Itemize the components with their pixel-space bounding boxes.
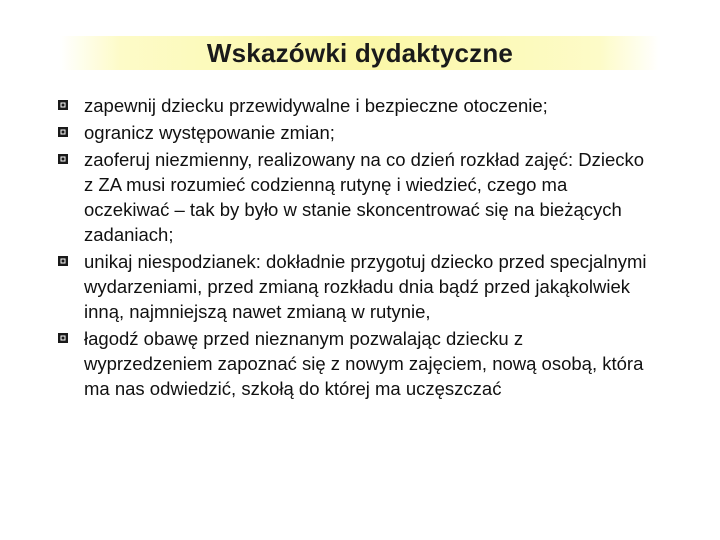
square-bullet-icon: [58, 256, 68, 266]
bullet-text: ogranicz występowanie zmian;: [84, 122, 335, 143]
bullet-list: [56, 93, 656, 403]
title-band: [60, 36, 660, 70]
bullet-text: łagodź obawę przed nieznanym pozwalając dziecku z wyprzedzeniem zapoznać się z nowym zajęciem, nową osobą, która ma nas odwiedzić, szkołą do której ma uczęszczać: [84, 328, 644, 399]
square-bullet-icon: [58, 100, 68, 110]
bullet-item: [56, 93, 656, 118]
bullet-item: [56, 120, 656, 145]
slide-title: Wskazówki dydaktyczne: [206, 38, 514, 68]
bullet-text: zapewnij dziecku przewidywalne i bezpieczne otoczenie;: [84, 95, 548, 116]
bullet-text: unikaj niespodzianek: dokładnie przygotuj dziecko przed specjalnymi wydarzeniami, przed zmianą rozkładu dnia bądź przed jakąkolwiek inną, najmniejszą nawet zmianą w rutynie,: [84, 251, 647, 322]
square-bullet-icon: [58, 127, 68, 137]
bullet-item: [56, 249, 656, 324]
bullet-item: [56, 326, 656, 401]
square-bullet-icon: [58, 154, 68, 164]
bullet-item: [56, 147, 656, 247]
bullet-text: zaoferuj niezmienny, realizowany na co dzień rozkład zajęć: Dziecko z ZA musi rozumieć codzienną rutynę i wiedzieć, czego ma oczekiwać – tak by było w stanie skoncentrować się na bieżących zadaniach;: [84, 149, 645, 245]
square-bullet-icon: [58, 333, 68, 343]
